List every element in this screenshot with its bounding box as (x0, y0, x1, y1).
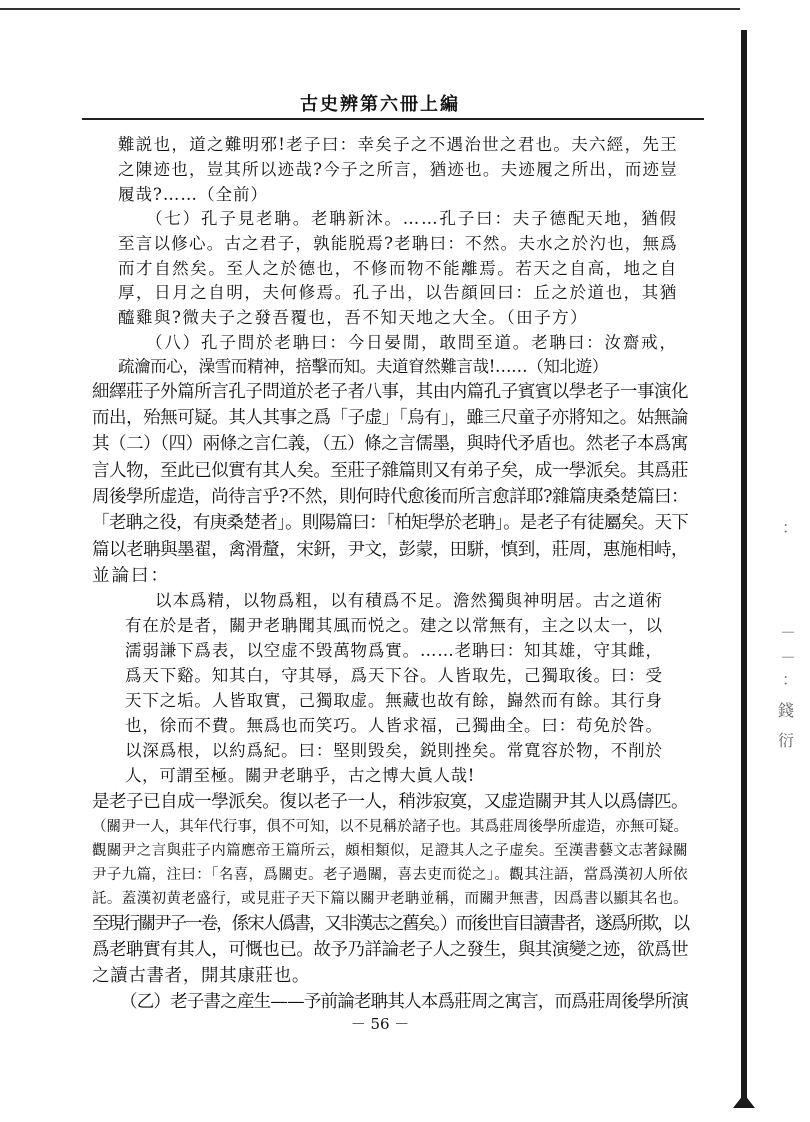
text-line: 篇以老聃與墨翟，禽滑釐，宋鈃，尹文，彭蒙，田駢，慎到，莊周，惠施相峙， (92, 540, 689, 560)
text-line: 天下之垢。人皆取實，己獨取虚。無藏也故有餘，巋然而有餘。其行身 (125, 691, 663, 710)
text-line: 濡弱謙下爲表，以空虚不毁萬物爲實。……老聃曰：知其雄，守其雌， (125, 641, 663, 660)
text-line: 「老聃之役，有庚桑楚者」。則陽篇曰：「柏矩學於老聃」。是老子有徒屬矣。天下 (92, 513, 689, 533)
text-line: 細繹莊子外篇所言孔子問道於老子者八事，其由内篇孔子賓賓以學老子一事演化 (92, 382, 689, 402)
text-line: 而出，殆無可疑。其人其事之爲「子虚」「烏有」，雖三尺童子亦將知之。姑無論 (92, 408, 688, 428)
text-line: 人，可謂至極。關尹老聃乎，古之博大眞人哉! (125, 766, 476, 785)
text-line: 至現行關尹子一卷，係宋人僞書，又非漢志之舊矣。）而後世盲目讀書者，遂爲所欺，以 (92, 914, 689, 934)
bleed-glyph: － (780, 648, 797, 667)
bleed-glyph: ： (782, 670, 799, 689)
bleed-glyph: 衍 (778, 731, 795, 750)
text-line: 之陳迹也，豈其所以迹哉?今子之所言，猶迹也。夫迹履之所出，而迹豈 (118, 160, 679, 179)
text-line: 爲天下谿。知其白，守其辱，爲天下谷。人皆取先，己獨取後。曰：受 (125, 666, 663, 685)
text-line: 爲老聃實有其人，可慨也已。故予乃詳論老子人之發生，與其演變之迹，欲爲世 (92, 940, 689, 960)
text-line: 尹子九篇，注曰：「名喜，爲關吏。老子過關，喜去吏而從之」。觀其注語，當爲漢初人所依 (92, 867, 688, 883)
page-number: － 56 － (350, 1015, 410, 1033)
text-line: 醯雞與?微夫子之發吾覆也，吾不知天地之大全。（田子方） (118, 308, 589, 327)
top-frame-line (0, 8, 740, 10)
book-spine-bar (741, 30, 747, 1100)
bleed-glyph: 錢 (778, 701, 795, 720)
text-line: 言人物，至此已似實有其人矣。至莊子雜篇則又有弟子矣，成一學派矣。其爲莊 (92, 461, 689, 481)
header-rule (82, 118, 704, 120)
text-line: 至言以修心。古之君子，孰能脱焉?老聃曰：不然。夫水之於汋也，無爲 (118, 234, 679, 253)
text-line: 難説也，道之難明邪!老子曰：幸矣子之不遇治世之君也。夫六經，先王 (118, 135, 679, 154)
running-header-title: 古史辨第六冊上編 (300, 94, 460, 115)
text-line: 之讀古書者，開其康莊也。 (92, 966, 311, 986)
text-line: 以本爲精，以物爲粗，以有積爲不足。澹然獨與神明居。古之道術 (155, 591, 664, 610)
spine-arrow-marker (733, 1094, 755, 1108)
text-line: 觀關尹之言與莊子内篇應帝王篇所云，頗相類似，足證其人之子虚矣。至漢書藝文志著録關 (92, 843, 688, 859)
text-line: （乙）老子書之産生——予前論老聃其人本爲莊周之寓言，而爲莊周後學所演 (120, 992, 689, 1012)
text-line: 也，徐而不費。無爲也而笑巧。人皆求福，己獨曲全。曰：苟免於咎。 (125, 716, 663, 735)
text-line: 而才自然矣。至人之於德也，不修而物不能離焉。若天之自高，地之自 (118, 259, 678, 278)
text-line: 是老子已自成一學派矣。復以老子一人，稍涉寂寞，又虚造關尹其人以爲儔匹。 (92, 792, 689, 812)
text-line: 有在於是者，關尹老聃聞其風而悦之。建之以常無有，主之以太一，以 (125, 616, 663, 635)
text-line: 疏瀹而心，澡雪而精神，掊擊而知。夫道窅然難言哉!……（知北遊） (118, 357, 608, 376)
text-line: 周後學所虚造，尚待言乎?不然，則何時代愈後而所言愈詳耶?雜篇庚桑楚篇曰： (92, 487, 689, 507)
text-line: 以深爲根，以約爲紀。曰：堅則毁矣，鋭則挫矣。常寬容於物，不削於 (125, 741, 663, 760)
bleed-glyph: ： (782, 518, 799, 537)
text-line: （關尹一人，其年代行事，俱不可知，以不見稱於諸子也。其爲莊周後學所虚造，亦無可疑。 (92, 819, 689, 835)
text-line: （七）孔子見老聃。老聃新沐。……孔子曰：夫子德配天地，猶假 (146, 209, 678, 228)
text-line: （八）孔子問於老聃曰：今日晏閒，敢問至道。老聃曰：汝齋戒， (146, 333, 678, 352)
text-line: 並論曰： (92, 566, 170, 586)
text-line: 履哉?……（全前） (118, 185, 269, 204)
bleed-glyph: － (780, 623, 797, 642)
text-line: 託。蓋漢初黄老盛行，或見莊子天下篇以關尹老聃並稱，而關尹無書，因爲書以顯其名也。 (92, 891, 688, 907)
text-line: 厚，日月之自明，夫何修焉。孔子出，以告顔回曰：丘之於道也，其猶 (118, 283, 678, 302)
text-line: 其（二）（四）兩條之言仁義，（五）條之言儒墨，與時代矛盾也。然老子本爲寓 (92, 434, 688, 454)
